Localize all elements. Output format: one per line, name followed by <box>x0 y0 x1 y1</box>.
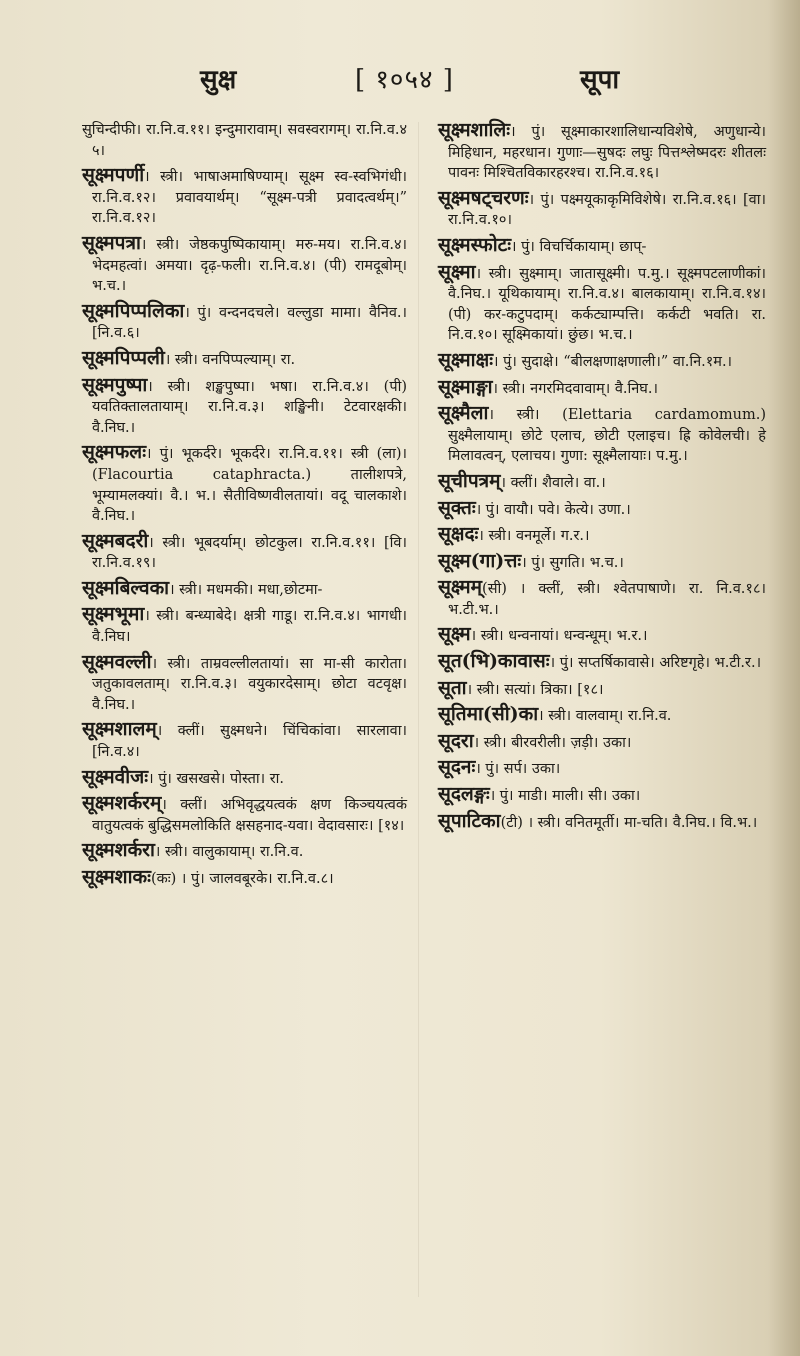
entry-headword: सूक्ष्मशाकः <box>82 866 151 888</box>
page-header <box>150 60 650 100</box>
entry-definition: । स्त्री। बन्ध्याबेदे। क्षत्री गाडू। रा.नि.व.४। भागधी। वै.निघ। <box>92 608 407 646</box>
header-left-guideword: सुक्ष <box>200 65 237 95</box>
entry-definition: सुचिन्दीफी। रा.नि.व.११। इन्दुमारावाम्। सवस्वरागम्। रा.नि.व.४ ५। <box>82 122 407 159</box>
dictionary-entry <box>438 651 766 674</box>
dictionary-entry <box>82 442 407 526</box>
dictionary-entry <box>82 348 407 371</box>
entry-definition: । पुं। विचर्चिकायाम्। छाप्- <box>511 238 647 255</box>
entry-definition: (सी) । क्लीं, स्त्री। श्वेतपाषाणे। रा. नि.व.१८। भ.टी.भ.। <box>448 581 766 618</box>
entry-definition: । स्त्री। धन्वनायां। धन्वन्धूम्। भ.र.। <box>470 628 648 645</box>
dictionary-entry <box>438 471 766 494</box>
dictionary-entry <box>438 498 766 521</box>
entry-definition: । क्लीं। अभिवृद्धयत्वकं क्षण किञ्चयत्वकं वातुयत्वकं बुद्धिसमलोकिति क्षसहनाद-यवा। वेदावसारः। [१४। <box>92 797 407 834</box>
entry-headword: सूचीपत्रम् <box>438 469 501 492</box>
entry-definition: । स्त्री। वनपिप्पल्याम्। रा. <box>164 351 296 368</box>
right-column <box>438 120 766 837</box>
entry-headword: सूदरा <box>438 729 474 752</box>
dictionary-entry <box>82 652 407 716</box>
dictionary-entry <box>438 350 766 373</box>
dictionary-entry <box>82 375 407 439</box>
entry-definition: । स्त्री। बीरवरीली। ज़ड़ी। उका। <box>473 734 632 751</box>
entry-definition: । पुं। सुगति। भ.च.। <box>521 554 624 571</box>
dictionary-entry <box>438 262 766 346</box>
entry-headword: सूदनः <box>438 756 476 779</box>
dictionary-entry <box>438 784 766 807</box>
entry-headword: सूक्ष्मबदरी <box>82 529 149 552</box>
entry-headword: सूक्ष्मपुष्पा <box>82 373 148 396</box>
dictionary-entry <box>438 577 766 620</box>
dictionary-entry <box>82 767 407 790</box>
dictionary-entry <box>82 531 407 574</box>
entry-definition: । स्त्री। शङ्खपुष्पा। भषा। रा.नि.व.४। (पी) यवतिक्तालतायाम्। रा.नि.व.३। शङ्खिनी। टेटवारक्षकी। वै.निघ.। <box>92 378 407 436</box>
entry-headword: सूक्ष्मपिप्पलिका <box>82 299 185 322</box>
entry-definition: । स्त्री। मधमकी। मधा,छोटमा- <box>169 581 323 598</box>
entry-definition: । क्लीं। शैवाले। वा.। <box>500 474 606 491</box>
entry-headword: सूक्ष्मवल्ली <box>82 650 152 673</box>
entry-headword: सूदलङ्गः <box>438 783 490 806</box>
dictionary-entry <box>82 120 407 161</box>
dictionary-entry <box>82 840 407 863</box>
dictionary-entry <box>438 403 766 467</box>
entry-headword: सूक्षदः <box>438 523 479 546</box>
entry-definition: । स्त्री। सुक्ष्माम्। जातासूक्ष्मी। प.मु.। सूक्ष्मपटलाणीकां। वै.निघ.। यूथिकायाम्। रा.नि.व.४। बालकायाम्। रा.नि.व.१४। (पी) कर-कटुपदाम्। कर्कट्याम्पत्ति। कर्कटी भवति। रा. नि.व.१०। सूक्ष्मिकायां। छुंछ। भ.च.। <box>448 265 766 344</box>
dictionary-entry <box>82 604 407 647</box>
entry-headword: सूत(भि)कावासः <box>438 650 550 673</box>
column-divider <box>418 122 419 1297</box>
entry-definition: । क्लीं। सुक्ष्मधने। चिंचिकांवा। सारलावा। [नि.व.४। <box>92 723 407 761</box>
entry-headword: सूक्ष्मपत्रा <box>82 231 141 254</box>
entry-definition: । स्त्री। सत्यां। त्रिका। [१८। <box>466 681 604 698</box>
entry-headword: सूक्तः <box>438 496 476 519</box>
entry-definition: । स्त्री। भूबदर्याम्। छोटकुल। रा.नि.व.११। [वि। रा.नि.व.१९। <box>92 534 407 572</box>
page-number: [ १०५४ ] <box>355 65 454 95</box>
dictionary-entry <box>438 624 766 647</box>
entry-definition: । पुं। वायौ। पवे। केत्ये। उणा.। <box>475 501 631 518</box>
entry-headword: सूक्ष्म(गा)त्तः <box>438 549 522 572</box>
dictionary-entry <box>438 377 766 400</box>
entry-headword: सूक्ष्मशर्करा <box>82 839 155 862</box>
entry-headword: सूक्ष्मषट्चरणः <box>438 186 529 209</box>
entry-headword: सूक्ष्मशालम् <box>82 718 157 741</box>
entry-headword: सूक्ष्मैला <box>438 402 489 425</box>
entry-headword: सूपाटिका <box>438 809 501 832</box>
dictionary-entry <box>438 235 766 258</box>
entry-definition: । पुं। सूक्ष्माकारशालिधान्यविशेषे, अणुधान्ये। मिहिधान, महरधान। गुणाः—सुषदः लघुः पित्तश्लेष्मदरः शीतलः पावनः मिश्चितविकारहरश्च। रा.नि.व.१६। <box>448 124 766 182</box>
entry-headword: सूक्ष्मवीजः <box>82 765 149 788</box>
entry-headword: सूक्ष्मफलः <box>82 441 147 464</box>
dictionary-entry <box>82 719 407 762</box>
entry-headword: सूक्ष्मपर्णी <box>82 164 145 187</box>
entry-definition: । पुं। माडी। माली। सी। उका। <box>489 788 641 805</box>
dictionary-entry <box>82 578 407 601</box>
dictionary-entry <box>438 757 766 780</box>
entry-definition: । स्त्री। जेष्ठकपुष्पिकायाम्। मरु-मय। रा.नि.व.४। भेदमहत्वां। अमया। दृढ़-फली। रा.नि.व.४। (पी) रामदूबोम्। भ.च.। <box>92 236 407 295</box>
dictionary-entry <box>82 867 407 890</box>
dictionary-entry <box>438 678 766 701</box>
entry-headword: सूक्ष्म <box>438 623 471 646</box>
entry-headword: सूक्ष्मपिप्पली <box>82 346 165 369</box>
entry-headword: सूक्ष्मशर्करम् <box>82 792 162 815</box>
entry-definition: । स्त्री। ताम्रवल्लीलतायां। सा मा-सी कारोता। जतुकावलताम्। रा.नि.व.३। वयुकारदेसाम्। छोटा वटवृक्ष। वै.निघ.। <box>92 655 407 713</box>
entry-definition: । पुं। खसखसे। पोस्ता। रा. <box>148 770 285 787</box>
entry-definition: । पुं। वन्दनदचले। वल्लुडा मामा। वैनिव.। [नि.व.६। <box>92 304 407 342</box>
entry-definition: । स्त्री। वनमूर्ले। ग.र.। <box>478 528 590 545</box>
header-right-guideword: सूपा <box>580 65 620 95</box>
dictionary-entry <box>82 793 407 836</box>
entry-definition: । पुं। पक्ष्मयूकाकृमिविशेषे। रा.नि.व.१६। [वा। रा.नि.व.१०। <box>448 191 766 229</box>
dictionary-entry <box>82 165 407 229</box>
entry-definition: । स्त्री। भाषाअमाषिण्याम्। सूक्ष्म स्व-स्वभिगंधी। रा.नि.व.१२। प्रवावयार्थम्। “सूक्ष्म-पत्री प्रवादत्वर्थम्।” रा.नि.व.१२। <box>92 169 407 227</box>
dictionary-entry <box>438 731 766 754</box>
entry-headword: सूतिमा(सी)का <box>438 703 539 726</box>
entry-headword: सूक्ष्मा <box>438 260 476 283</box>
dictionary-entry <box>82 301 407 344</box>
left-column <box>82 120 407 894</box>
entry-headword: सूक्ष्मस्फोटः <box>438 233 512 256</box>
entry-headword: सूक्ष्माङ्गा <box>438 375 493 398</box>
entry-headword: सूक्ष्मबिल्वका <box>82 576 170 599</box>
entry-definition: । स्त्री। (Elettaria cardamomum.) सुक्ष्मैलायाम्। छोटे एलाच, छोटी एलाइच। ह्रि कोवेलची। हे मिलावत्वन्, एलाचय। गुणा: सूक्ष्मैलायाः। प.मु.। <box>448 407 766 465</box>
entry-definition: । पुं। भूकर्दरे। भूकर्दरे। रा.नि.व.११। स्त्री (ला)। (Flacourtia cataphracta.) तालीशपत्रे, भूम्यामलक्यां। वै.। भ.। सैतीविष्णवीलतायां। वदू चालकाशे। वै.निघ.। <box>92 446 407 525</box>
entry-headword: सूता <box>438 676 467 699</box>
entry-headword: सूक्ष्मम् <box>438 576 483 599</box>
entry-definition: । स्त्री। नगरमिदवावाम्। वै.निघ.। <box>492 380 658 397</box>
entry-definition: (कः) । पुं। जालवबूरके। रा.नि.व.८। <box>150 871 334 887</box>
dictionary-entry <box>438 188 766 231</box>
entry-definition: । पुं। सप्तर्षिकावासे। अरिष्टगृहे। भ.टी.र.। <box>549 655 762 672</box>
dictionary-entry <box>82 233 407 297</box>
entry-headword: सूक्ष्माक्षः <box>438 348 494 371</box>
dictionary-entry <box>438 524 766 547</box>
dictionary-entry <box>438 811 766 834</box>
entry-definition: । पुं। सर्प। उका। <box>475 761 561 778</box>
dictionary-entry <box>438 120 766 184</box>
entry-definition: । स्त्री। वालुकायाम्। रा.नि.व. <box>154 844 304 861</box>
dictionary-entry <box>438 551 766 574</box>
entry-headword: सूक्ष्मशालिः <box>438 119 511 141</box>
entry-headword: सूक्ष्मभूमा <box>82 603 145 626</box>
entry-definition: (टी) । स्त्री। वनितमूर्ती। मा-चति। वै.निघ.। वि.भ.। <box>500 814 758 831</box>
dictionary-entry <box>438 704 766 727</box>
entry-definition: । स्त्री। वालवाम्। रा.नि.व. <box>538 708 672 725</box>
entry-definition: । पुं। सुदाक्षे। “बीलक्षणाक्षणाली।” वा.नि.१म.। <box>493 353 733 370</box>
